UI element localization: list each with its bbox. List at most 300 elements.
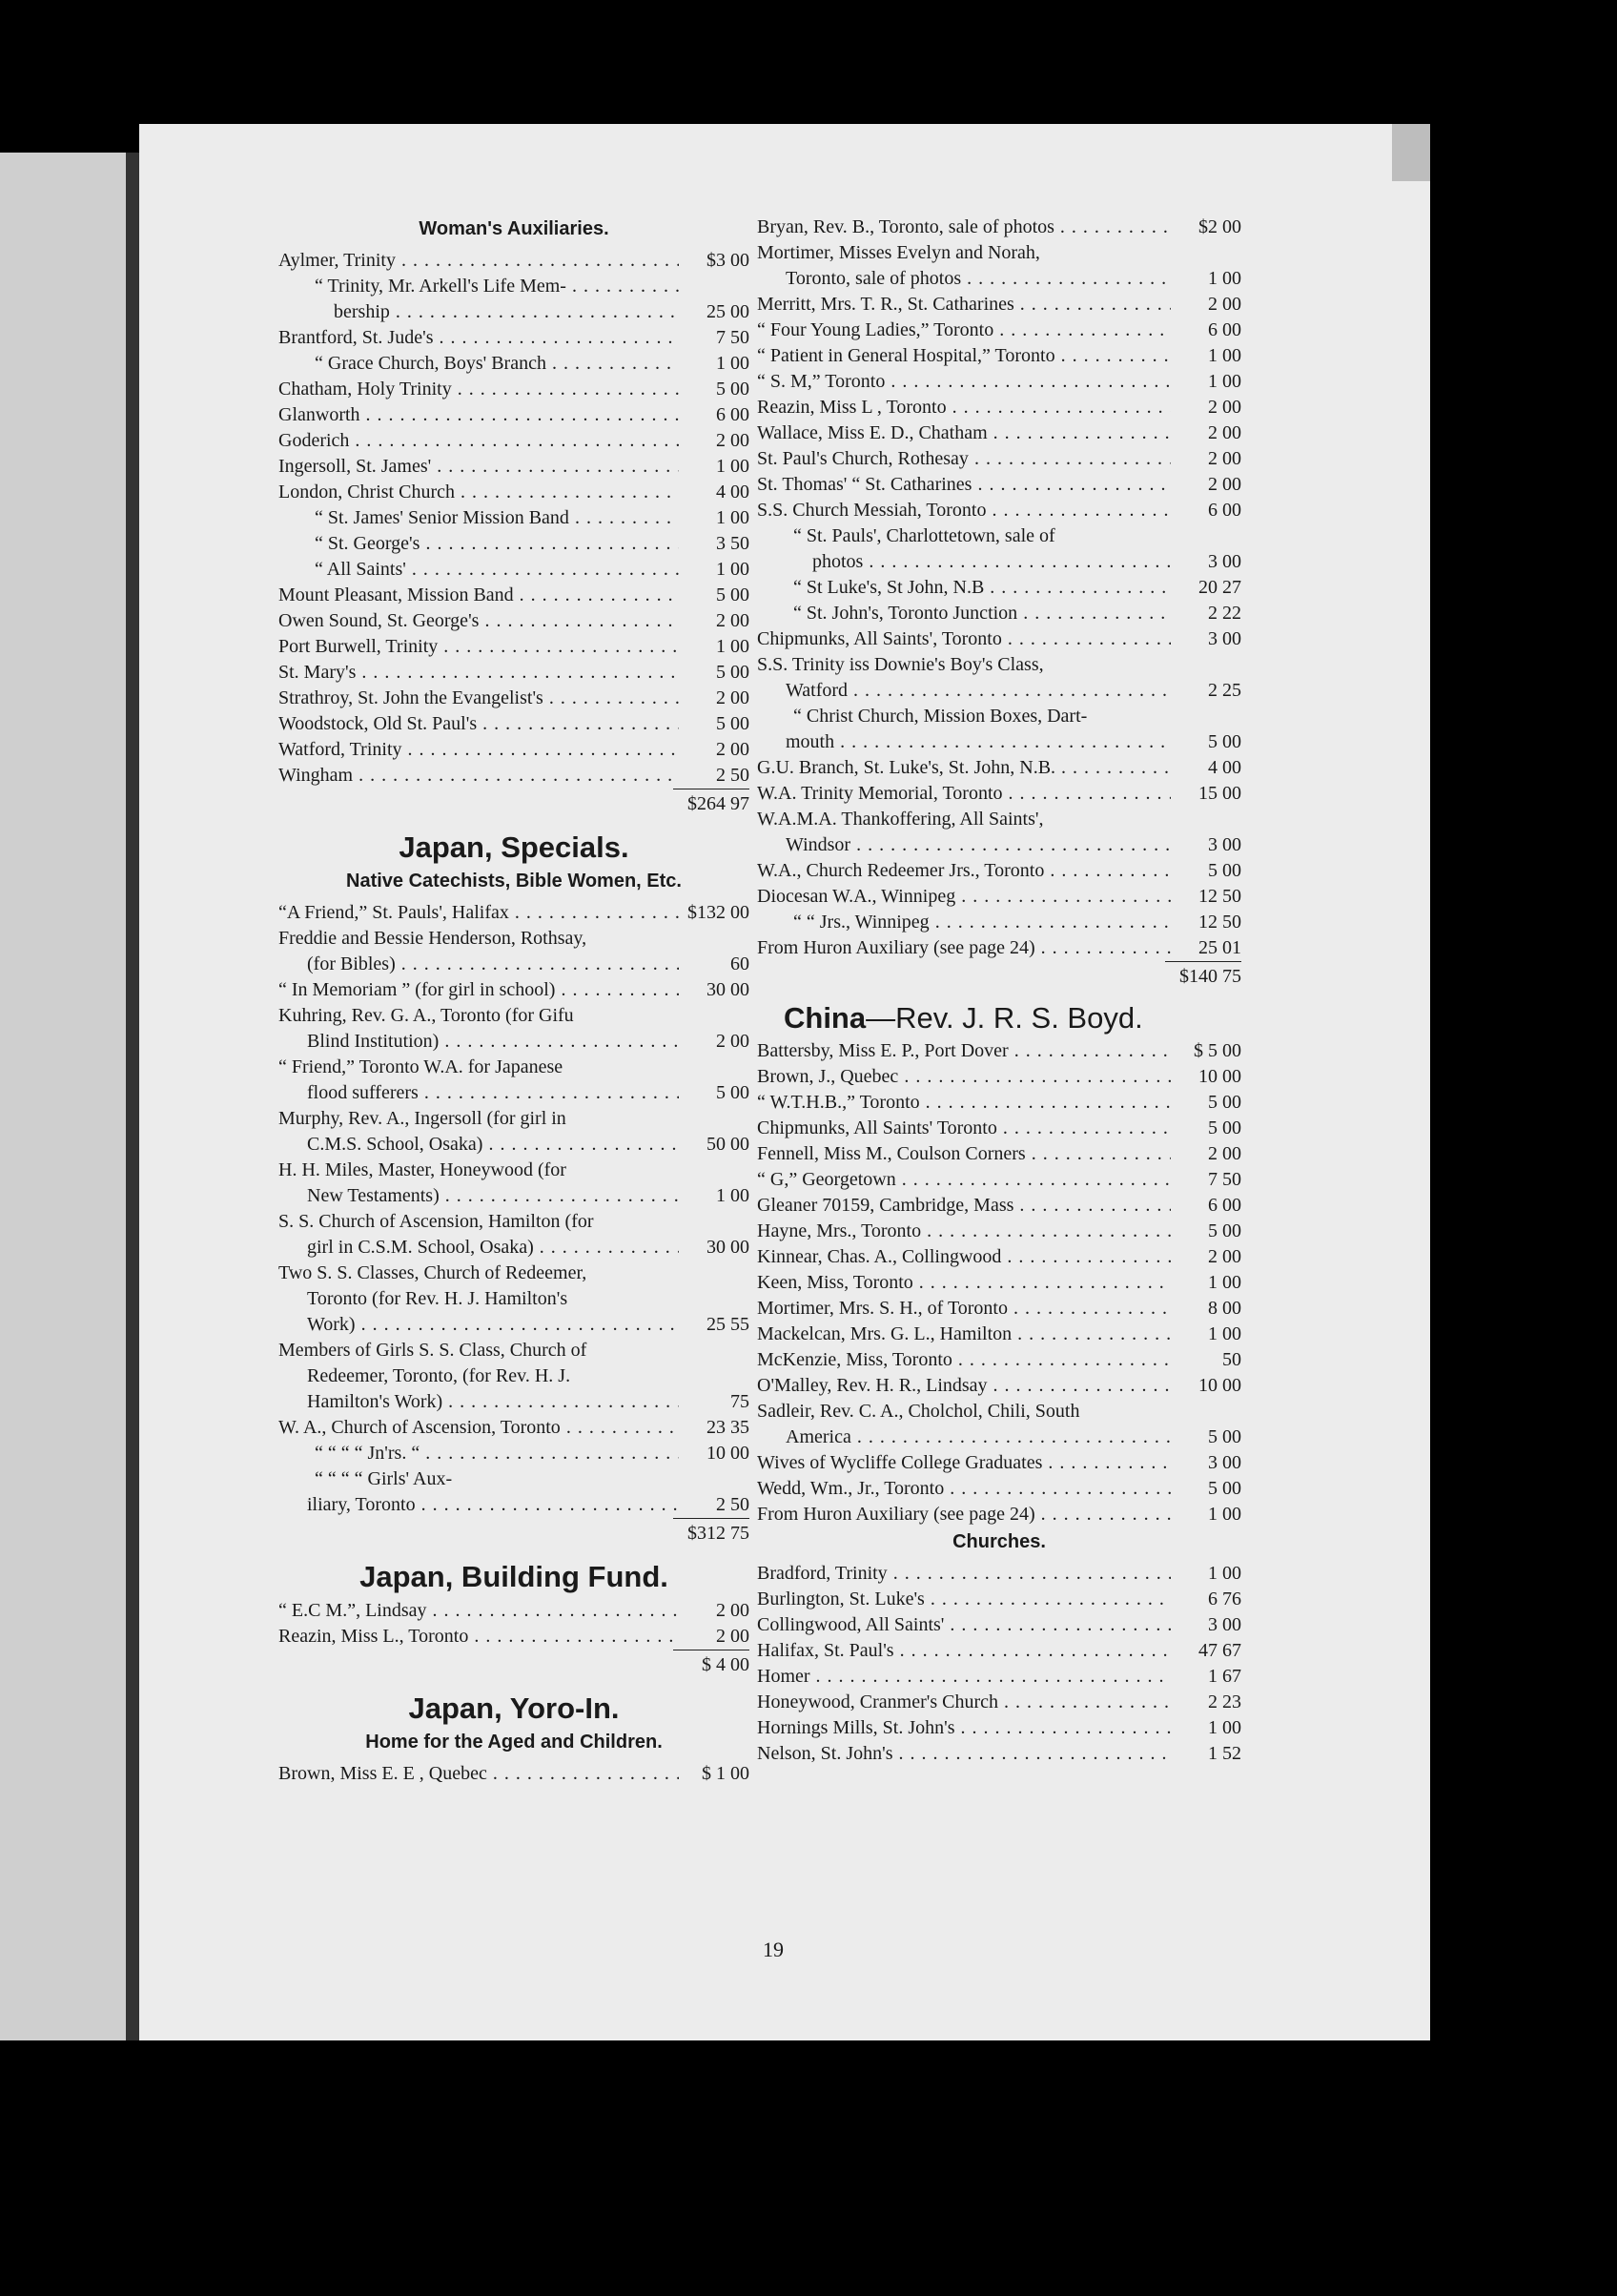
page-corner-fold <box>1392 124 1430 181</box>
entry-row <box>278 583 749 608</box>
entry-row <box>278 299 749 325</box>
entry-row <box>278 351 749 377</box>
entry-row <box>278 926 749 952</box>
entry-row <box>278 248 749 274</box>
entry-row <box>278 274 749 299</box>
entry-row <box>757 910 1241 935</box>
entry-row <box>757 1244 1241 1270</box>
entry-row <box>278 1055 749 1080</box>
entry-name: C.M.S. School, Osaka) . . . <box>307 1132 679 1158</box>
entry-name: Watford, Trinity . . . <box>278 737 679 763</box>
entry-name: From Huron Auxiliary (see page 24) . . . <box>757 935 1171 961</box>
entry-row <box>278 900 749 926</box>
entry-row <box>757 1038 1241 1064</box>
entry-row <box>757 807 1241 832</box>
entry-name: “ St Luke's, St John, N.B . . . <box>793 575 1171 601</box>
entry-name: Watford . . . <box>786 678 1171 704</box>
entry-amount: 1 00 <box>716 559 749 580</box>
entry-name: “ St. James' Senior Mission Band . . . <box>315 505 679 531</box>
entry-row <box>757 601 1241 626</box>
entry-amount: 1 00 <box>716 636 749 657</box>
entry-row <box>278 454 749 480</box>
entry-amount: 1 00 <box>1208 1717 1241 1738</box>
entry-name: Redeemer, Toronto, (for Rev. H. J. <box>307 1365 571 1386</box>
entry-row <box>278 1286 749 1312</box>
japan-yoro-in-subheading: Home for the Aged and Children. <box>365 1732 663 1753</box>
entry-row <box>757 704 1241 729</box>
entry-amount: 30 00 <box>706 979 749 1000</box>
continued-list <box>757 215 1241 961</box>
entry-row <box>757 215 1241 240</box>
entry-row <box>757 1296 1241 1322</box>
entry-row <box>757 1373 1241 1399</box>
entry-amount: 1 00 <box>716 1185 749 1206</box>
entry-row <box>278 377 749 402</box>
entry-row <box>278 1624 749 1650</box>
entry-amount: 1 00 <box>1208 1323 1241 1344</box>
womans-auxiliaries-total: $264 97 <box>673 789 749 817</box>
entry-name: Windsor . . . <box>786 832 1171 858</box>
entry-amount: 2 50 <box>716 765 749 786</box>
entry-name: Aylmer, Trinity . . . <box>278 248 679 274</box>
entry-amount: 8 00 <box>1208 1298 1241 1319</box>
entry-name: O'Malley, Rev. H. R., Lindsay . . . <box>757 1373 1171 1399</box>
entry-name: Wallace, Miss E. D., Chatham . . . <box>757 420 1171 446</box>
entry-row <box>757 1741 1241 1767</box>
entry-row <box>757 395 1241 420</box>
entry-row <box>757 549 1241 575</box>
entry-name: “ St. John's, Toronto Junction . . . <box>793 601 1171 626</box>
book-gutter <box>126 153 139 2040</box>
china-heading <box>784 1001 1241 1035</box>
entry-row <box>757 446 1241 472</box>
entry-amount: 3 00 <box>1208 1452 1241 1473</box>
right-column <box>757 215 1241 1767</box>
entry-row <box>278 1261 749 1286</box>
entry-amount: 2 00 <box>1208 397 1241 418</box>
page-number: 19 <box>763 1937 784 1961</box>
entry-amount: 2 00 <box>1208 294 1241 315</box>
entry-name: iliary, Toronto . . . <box>307 1492 679 1518</box>
entry-row <box>757 1612 1241 1638</box>
entry-name: S.S. Trinity iss Downie's Boy's Class, <box>757 654 1044 675</box>
entry-row <box>757 1715 1241 1741</box>
entry-name: “ St. George's . . . <box>315 531 679 557</box>
entry-name: Kinnear, Chas. A., Collingwood . . . <box>757 1244 1171 1270</box>
entry-row <box>278 402 749 428</box>
entry-row <box>757 1064 1241 1090</box>
entry-row <box>278 1389 749 1415</box>
entry-row <box>278 1441 749 1466</box>
entry-name: Merritt, Mrs. T. R., St. Catharines . . . <box>757 292 1171 318</box>
entry-row <box>757 1638 1241 1664</box>
entry-amount: 7 50 <box>1208 1169 1241 1190</box>
entry-amount: 1 00 <box>1208 371 1241 392</box>
entry-name: Nelson, St. John's . . . <box>757 1741 1171 1767</box>
entry-row <box>278 1029 749 1055</box>
entry-amount: 4 00 <box>1208 757 1241 778</box>
entry-row <box>757 523 1241 549</box>
japan-building-fund-list <box>278 1598 749 1650</box>
entry-name: “ St. Pauls', Charlottetown, sale of <box>793 525 1055 546</box>
entry-name: From Huron Auxiliary (see page 24) . . . <box>757 1502 1171 1527</box>
entry-amount: 2 50 <box>716 1494 749 1515</box>
entry-name: Burlington, St. Luke's . . . <box>757 1587 1171 1612</box>
entry-row <box>757 343 1241 369</box>
entry-row <box>278 1312 749 1338</box>
entry-amount: $2 00 <box>1198 216 1241 237</box>
entry-amount: 25 01 <box>1198 937 1241 958</box>
entry-name: New Testaments) . . . <box>307 1183 679 1209</box>
entry-name: “ Trinity, Mr. Arkell's Life Mem- . . . <box>315 274 679 299</box>
entry-name: Members of Girls S. S. Class, Church of <box>278 1340 587 1361</box>
entry-name: “ All Saints' . . . <box>315 557 679 583</box>
entry-row <box>757 472 1241 498</box>
entry-name: Strathroy, St. John the Evangelist's . . . <box>278 686 679 711</box>
entry-amount: 10 00 <box>706 1443 749 1464</box>
entry-row <box>757 1270 1241 1296</box>
entry-row <box>278 686 749 711</box>
entry-amount: 2 00 <box>1208 1143 1241 1164</box>
japan-specials-subheading: Native Catechists, Bible Women, Etc. <box>346 871 682 892</box>
entry-name: Murphy, Rev. A., Ingersoll (for girl in <box>278 1108 566 1129</box>
entry-row <box>278 1106 749 1132</box>
entry-row <box>278 1598 749 1624</box>
entry-row <box>278 1761 749 1787</box>
entry-amount: $132 00 <box>687 902 749 923</box>
entry-name: “ “ Jrs., Winnipeg . . . <box>793 910 1171 935</box>
entry-amount: 1 00 <box>1208 1272 1241 1293</box>
entry-name: Homer . . . <box>757 1664 1171 1690</box>
entry-name: Brown, J., Quebec . . . <box>757 1064 1171 1090</box>
entry-amount: $ 1 00 <box>702 1763 749 1784</box>
entry-name: H. H. Miles, Master, Honeywood (for <box>278 1159 566 1180</box>
entry-row <box>278 428 749 454</box>
japan-building-fund-heading: Japan, Building Fund. <box>359 1560 668 1593</box>
entry-row <box>757 1399 1241 1425</box>
entry-row <box>757 1450 1241 1476</box>
entry-name: St. Thomas' “ St. Catharines . . . <box>757 472 1171 498</box>
entry-amount: 6 00 <box>1208 319 1241 340</box>
entry-name: Ingersoll, St. James' . . . <box>278 454 679 480</box>
entry-name: “ Friend,” Toronto W.A. for Japanese <box>278 1056 563 1077</box>
entry-amount: 5 00 <box>716 662 749 683</box>
entry-row <box>278 1183 749 1209</box>
entry-amount: 4 00 <box>716 482 749 502</box>
entry-name: Collingwood, All Saints' . . . <box>757 1612 1171 1638</box>
entry-name: S.S. Church Messiah, Toronto . . . <box>757 498 1171 523</box>
entry-name: Gleaner 70159, Cambridge, Mass . . . <box>757 1193 1171 1219</box>
entry-name: photos . . . <box>812 549 1171 575</box>
entry-row <box>757 1476 1241 1502</box>
entry-amount: 15 00 <box>1198 783 1241 804</box>
china-heading-bold: China <box>784 1001 867 1035</box>
entry-name: “ G,” Georgetown . . . <box>757 1167 1171 1193</box>
entry-amount: 1 00 <box>1208 1563 1241 1584</box>
entry-amount: 3 00 <box>1208 551 1241 572</box>
entry-amount: 5 00 <box>1208 1426 1241 1447</box>
entry-amount: 2 00 <box>716 739 749 760</box>
entry-amount: 2 00 <box>716 430 749 451</box>
entry-row <box>757 1167 1241 1193</box>
entry-amount: 50 00 <box>706 1134 749 1155</box>
entry-name: Hornings Mills, St. John's . . . <box>757 1715 1171 1741</box>
entry-amount: 1 52 <box>1208 1743 1241 1764</box>
entry-row <box>278 531 749 557</box>
entry-name: Toronto (for Rev. H. J. Hamilton's <box>307 1288 568 1309</box>
entry-name: Mackelcan, Mrs. G. L., Hamilton . . . <box>757 1322 1171 1347</box>
entry-name: Reazin, Miss L., Toronto . . . <box>278 1624 679 1650</box>
entry-amount: 3 00 <box>1208 628 1241 649</box>
entry-name: Chatham, Holy Trinity . . . <box>278 377 679 402</box>
entry-name: “ In Memoriam ” (for girl in school) . . . <box>278 977 679 1003</box>
entry-amount: 5 00 <box>1208 1092 1241 1113</box>
entry-amount: 2 00 <box>1208 448 1241 469</box>
entry-name: Owen Sound, St. George's . . . <box>278 608 679 634</box>
entry-name: Sadleir, Rev. C. A., Cholchol, Chili, South <box>757 1401 1080 1422</box>
entry-amount: 23 35 <box>706 1417 749 1438</box>
entry-amount: 2 00 <box>1208 474 1241 495</box>
entry-name: mouth . . . <box>786 729 1171 755</box>
entry-row <box>757 1322 1241 1347</box>
continued-total: $140 75 <box>1165 961 1241 990</box>
entry-row <box>757 1219 1241 1244</box>
entry-name: America . . . <box>786 1425 1171 1450</box>
entry-name: St. Paul's Church, Rothesay . . . <box>757 446 1171 472</box>
womans-auxiliaries-list <box>278 248 749 789</box>
entry-name: “ W.T.H.B.,” Toronto . . . <box>757 1090 1171 1116</box>
entry-row <box>757 1193 1241 1219</box>
entry-row <box>757 1116 1241 1141</box>
entry-amount: 1 00 <box>1208 345 1241 366</box>
entry-name: Blind Institution) . . . <box>307 1029 679 1055</box>
entry-amount: 25 55 <box>706 1314 749 1335</box>
entry-name: McKenzie, Miss, Toronto . . . <box>757 1347 1171 1373</box>
entry-amount: 5 00 <box>1208 1117 1241 1138</box>
china-list <box>757 1038 1241 1527</box>
entry-amount: 6 00 <box>1208 1195 1241 1216</box>
entry-row <box>278 763 749 789</box>
entry-amount: 5 00 <box>716 1082 749 1103</box>
entry-row <box>278 1363 749 1389</box>
entry-name: Port Burwell, Trinity . . . <box>278 634 679 660</box>
entry-name: “ E.C M.”, Lindsay . . . <box>278 1598 679 1624</box>
entry-name: “ Four Young Ladies,” Toronto . . . <box>757 318 1171 343</box>
entry-name: S. S. Church of Ascension, Hamilton (for <box>278 1211 594 1232</box>
entry-amount: 7 50 <box>716 327 749 348</box>
entry-name: Bradford, Trinity . . . <box>757 1561 1171 1587</box>
entry-amount: 2 00 <box>716 687 749 708</box>
entry-name: (for Bibles) . . . <box>307 952 679 977</box>
entry-row <box>278 1132 749 1158</box>
entry-name: Wingham . . . <box>278 763 679 789</box>
entry-name: Freddie and Bessie Henderson, Rothsay, <box>278 928 587 949</box>
entry-name: “ Christ Church, Mission Boxes, Dart- <box>793 706 1088 727</box>
entry-name: “A Friend,” St. Pauls', Halifax . . . <box>278 900 679 926</box>
entry-row <box>278 557 749 583</box>
entry-name: Two S. S. Classes, Church of Redeemer, <box>278 1262 587 1283</box>
entry-amount: 20 27 <box>1198 577 1241 598</box>
entry-amount: 2 00 <box>1208 1246 1241 1267</box>
entry-name: W.A. Trinity Memorial, Toronto . . . <box>757 781 1171 807</box>
entry-row <box>278 1492 749 1518</box>
entry-row <box>278 634 749 660</box>
entry-row <box>278 737 749 763</box>
entry-name: “ S. M,” Toronto . . . <box>757 369 1171 395</box>
entry-amount: 6 76 <box>1208 1589 1241 1609</box>
entry-row <box>757 1502 1241 1527</box>
entry-name: Mortimer, Misses Evelyn and Norah, <box>757 242 1040 263</box>
entry-row <box>757 781 1241 807</box>
entry-amount: 75 <box>730 1391 749 1412</box>
entry-row <box>757 678 1241 704</box>
churches-list <box>757 1561 1241 1767</box>
entry-row <box>757 240 1241 266</box>
entry-row <box>278 480 749 505</box>
facing-page-edge <box>0 153 133 2040</box>
entry-amount: 5 00 <box>716 379 749 400</box>
entry-amount: 10 00 <box>1198 1375 1241 1396</box>
entry-row <box>757 318 1241 343</box>
entry-row <box>278 505 749 531</box>
entry-name: Wedd, Wm., Jr., Toronto . . . <box>757 1476 1171 1502</box>
entry-row <box>757 292 1241 318</box>
entry-amount: 6 00 <box>716 404 749 425</box>
entry-amount: 2 00 <box>716 1031 749 1052</box>
entry-amount: 2 00 <box>716 1600 749 1621</box>
entry-name: Battersby, Miss E. P., Port Dover . . . <box>757 1038 1171 1064</box>
entry-name: “ Grace Church, Boys' Branch . . . <box>315 351 679 377</box>
entry-name: bership . . . <box>334 299 679 325</box>
entry-row <box>757 1090 1241 1116</box>
entry-name: Honeywood, Cranmer's Church . . . <box>757 1690 1171 1715</box>
entry-row <box>757 884 1241 910</box>
entry-row <box>757 729 1241 755</box>
entry-amount: $ 5 00 <box>1194 1040 1241 1061</box>
china-heading-rest: —Rev. J. R. S. Boyd. <box>866 1001 1143 1035</box>
entry-row <box>278 952 749 977</box>
entry-row <box>278 1466 749 1492</box>
entry-row <box>757 1587 1241 1612</box>
entry-amount: 3 00 <box>1208 1614 1241 1635</box>
entry-row <box>757 420 1241 446</box>
entry-row <box>757 575 1241 601</box>
entry-amount: 1 00 <box>716 456 749 477</box>
entry-row <box>278 1415 749 1441</box>
entry-name: Bryan, Rev. B., Toronto, sale of photos . . . <box>757 215 1171 240</box>
entry-row <box>757 832 1241 858</box>
entry-row <box>278 977 749 1003</box>
entry-name: Wives of Wycliffe College Graduates . . . <box>757 1450 1171 1476</box>
entry-amount: $3 00 <box>706 250 749 271</box>
entry-name: Hamilton's Work) . . . <box>307 1389 679 1415</box>
entry-row <box>278 1080 749 1106</box>
entry-name: Work) . . . <box>307 1312 679 1338</box>
entry-name: Chipmunks, All Saints', Toronto . . . <box>757 626 1171 652</box>
entry-row <box>757 369 1241 395</box>
entry-name: Chipmunks, All Saints' Toronto . . . <box>757 1116 1171 1141</box>
japan-specials-total: $312 75 <box>673 1518 749 1547</box>
entry-name: Glanworth . . . <box>278 402 679 428</box>
entry-name: Brown, Miss E. E , Quebec . . . <box>278 1761 679 1787</box>
entry-amount: 5 00 <box>1208 731 1241 752</box>
entry-row <box>757 1561 1241 1587</box>
entry-name: girl in C.S.M. School, Osaka) . . . <box>307 1235 679 1261</box>
entry-name: Fennell, Miss M., Coulson Corners . . . <box>757 1141 1171 1167</box>
entry-name: London, Christ Church . . . <box>278 480 679 505</box>
entry-row <box>757 1664 1241 1690</box>
entry-name: flood sufferers . . . <box>307 1080 679 1106</box>
entry-name: Kuhring, Rev. G. A., Toronto (for Gifu <box>278 1005 574 1026</box>
entry-name: Mortimer, Mrs. S. H., of Toronto . . . <box>757 1296 1171 1322</box>
entry-name: Diocesan W.A., Winnipeg . . . <box>757 884 1171 910</box>
entry-row <box>757 652 1241 678</box>
entry-amount: 2 25 <box>1208 680 1241 701</box>
entry-row <box>757 266 1241 292</box>
entry-amount: 2 00 <box>716 610 749 631</box>
entry-name: Woodstock, Old St. Paul's . . . <box>278 711 679 737</box>
entry-row <box>757 1141 1241 1167</box>
entry-name: W.A., Church Redeemer Jrs., Toronto . . . <box>757 858 1171 884</box>
entry-row <box>757 858 1241 884</box>
entry-name: “ “ “ “ Jn'rs. “ . . . <box>315 1441 679 1466</box>
japan-building-fund-total: $ 4 00 <box>673 1650 749 1678</box>
entry-name: W.A.M.A. Thankoffering, All Saints', <box>757 809 1044 830</box>
womans-auxiliaries-heading: Woman's Auxiliaries. <box>419 218 609 239</box>
entry-row <box>278 1158 749 1183</box>
japan-yoro-in-list <box>278 1761 749 1787</box>
entry-amount: 2 00 <box>1208 422 1241 443</box>
entry-amount: 30 00 <box>706 1237 749 1258</box>
entry-name: G.U. Branch, St. Luke's, St. John, N.B. . . . <box>757 755 1171 781</box>
entry-amount: 2 23 <box>1208 1691 1241 1712</box>
entry-row <box>278 608 749 634</box>
entry-amount: 5 00 <box>1208 1478 1241 1499</box>
entry-amount: 5 00 <box>716 584 749 605</box>
entry-row <box>278 325 749 351</box>
entry-row <box>757 935 1241 961</box>
entry-name: Reazin, Miss L , Toronto . . . <box>757 395 1171 420</box>
entry-amount: 47 67 <box>1198 1640 1241 1661</box>
entry-name: Keen, Miss, Toronto . . . <box>757 1270 1171 1296</box>
entry-amount: 3 00 <box>1208 834 1241 855</box>
entry-row <box>757 498 1241 523</box>
entry-amount: 12 50 <box>1198 886 1241 907</box>
entry-amount: 1 00 <box>716 353 749 374</box>
entry-name: “ “ “ “ Girls' Aux- <box>315 1468 453 1489</box>
entry-row <box>278 1338 749 1363</box>
entry-name: Brantford, St. Jude's . . . <box>278 325 679 351</box>
entry-amount: 5 00 <box>1208 860 1241 881</box>
entry-name: Hayne, Mrs., Toronto . . . <box>757 1219 1171 1244</box>
entry-name: “ Patient in General Hospital,” Toronto . . . <box>757 343 1171 369</box>
entry-amount: 1 00 <box>1208 1504 1241 1525</box>
entry-amount: 5 00 <box>716 713 749 734</box>
entry-amount: 10 00 <box>1198 1066 1241 1087</box>
entry-row <box>757 1425 1241 1450</box>
entry-row <box>757 1347 1241 1373</box>
entry-amount: 1 67 <box>1208 1666 1241 1687</box>
entry-amount: 1 00 <box>716 507 749 528</box>
entry-row <box>278 660 749 686</box>
entry-amount: 6 00 <box>1208 500 1241 521</box>
entry-row <box>757 1690 1241 1715</box>
entry-name: Toronto, sale of photos . . . <box>786 266 1171 292</box>
left-column <box>278 215 749 1787</box>
entry-row <box>757 626 1241 652</box>
japan-yoro-in-heading: Japan, Yoro-In. <box>408 1691 620 1725</box>
entry-name: Halifax, St. Paul's . . . <box>757 1638 1171 1664</box>
